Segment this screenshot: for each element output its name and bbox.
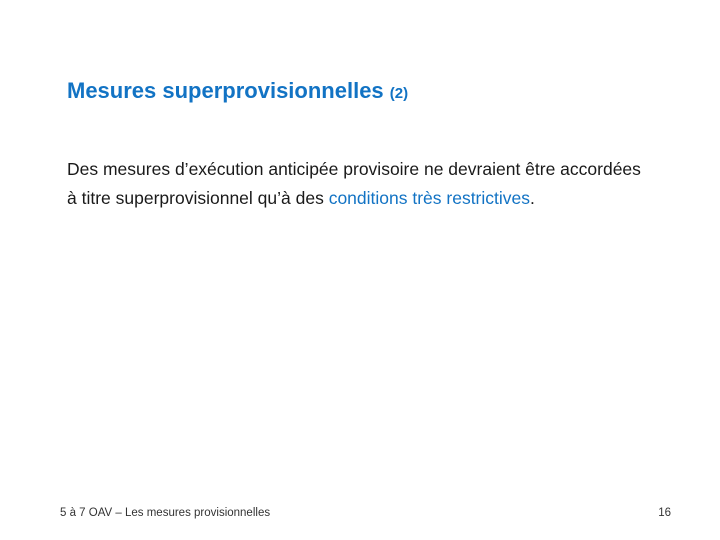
page-number: 16 bbox=[658, 507, 671, 519]
slide-title-text: Mesures superprovisionnelles bbox=[67, 78, 384, 103]
body-text-after: . bbox=[530, 188, 535, 208]
body-text-before: Des mesures d’exécution anticipée provisoire ne devraient être accordées à titre superprovisionnel qu’à des bbox=[67, 159, 641, 208]
body-highlight: conditions très restrictives bbox=[328, 188, 531, 208]
footer-caption: 5 à 7 OAV – Les mesures provisionnelles bbox=[60, 507, 271, 519]
body-paragraph bbox=[67, 155, 647, 213]
slide-title bbox=[67, 78, 408, 104]
slide-title-suffix: (2) bbox=[389, 85, 409, 102]
